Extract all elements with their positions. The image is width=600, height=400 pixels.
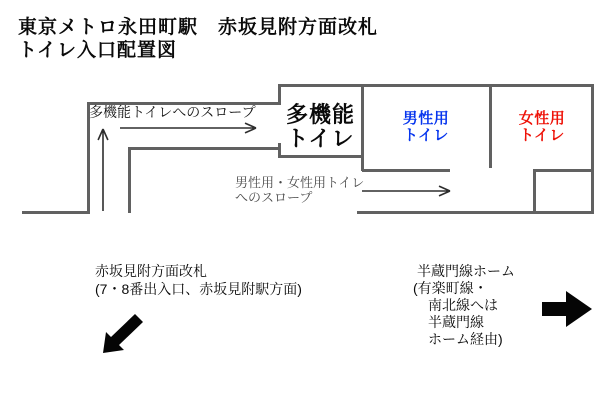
gate-direction-arrow	[103, 314, 143, 353]
page-title	[18, 16, 378, 62]
ramp-inner-vertical-wall	[128, 147, 131, 213]
entrance-bottom-wall	[22, 211, 90, 214]
gate-label-line2: (7・8番出入口、赤坂見附駅方面)	[95, 280, 302, 297]
multi-ramp-label: 多機能トイレへのスロープ	[89, 104, 256, 120]
mw-ramp-label	[235, 175, 364, 205]
ramp-up-arrow	[98, 129, 108, 211]
multi-room-label-line1: 多機能	[285, 102, 355, 127]
multi-room-label-line2: トイレ	[286, 126, 355, 151]
womens-room-label-line2: トイレ	[519, 126, 565, 144]
platform-label-line5: ホーム経由)	[428, 331, 503, 347]
page-title-line1: 東京メトロ永田町駅 赤坂見附方面改札	[18, 17, 379, 38]
mw-ramp-label-line1: 男性用・女性用トイレ	[235, 175, 365, 190]
mens-room-label-line1: 男性用	[402, 109, 450, 127]
mw-ramp-direction-arrow	[362, 186, 450, 196]
lower-corridor-bottom-wall	[357, 211, 594, 214]
mens-room-label-line2: トイレ	[403, 126, 449, 144]
stair-box-left-wall	[533, 169, 536, 213]
platform-label-line4: 半蔵門線	[428, 314, 484, 330]
gate-label-line1: 赤坂見附方面改札	[95, 263, 207, 279]
platform-label-line3: 南北線へは	[428, 297, 498, 313]
mw-ramp-label-line2: へのスロープ	[235, 190, 313, 205]
ramp-inner-horizontal-wall	[128, 147, 281, 150]
gate-label	[95, 263, 302, 298]
multi-room-label	[279, 86, 362, 162]
platform-label	[413, 263, 515, 348]
platform-direction-arrow	[542, 291, 592, 327]
mens-room-bottom-wall	[362, 169, 450, 172]
platform-label-line2: (有楽町線・	[413, 280, 488, 296]
womens-room-label-line1: 女性用	[518, 109, 566, 127]
stair-box-top-wall	[533, 169, 594, 172]
mens-room-label	[363, 84, 489, 169]
page-title-line2: トイレ入口配置図	[18, 40, 178, 61]
womens-room-label	[492, 84, 592, 169]
multi-ramp-direction-arrow	[120, 123, 256, 133]
platform-label-line1: 半蔵門線ホーム	[417, 263, 515, 279]
